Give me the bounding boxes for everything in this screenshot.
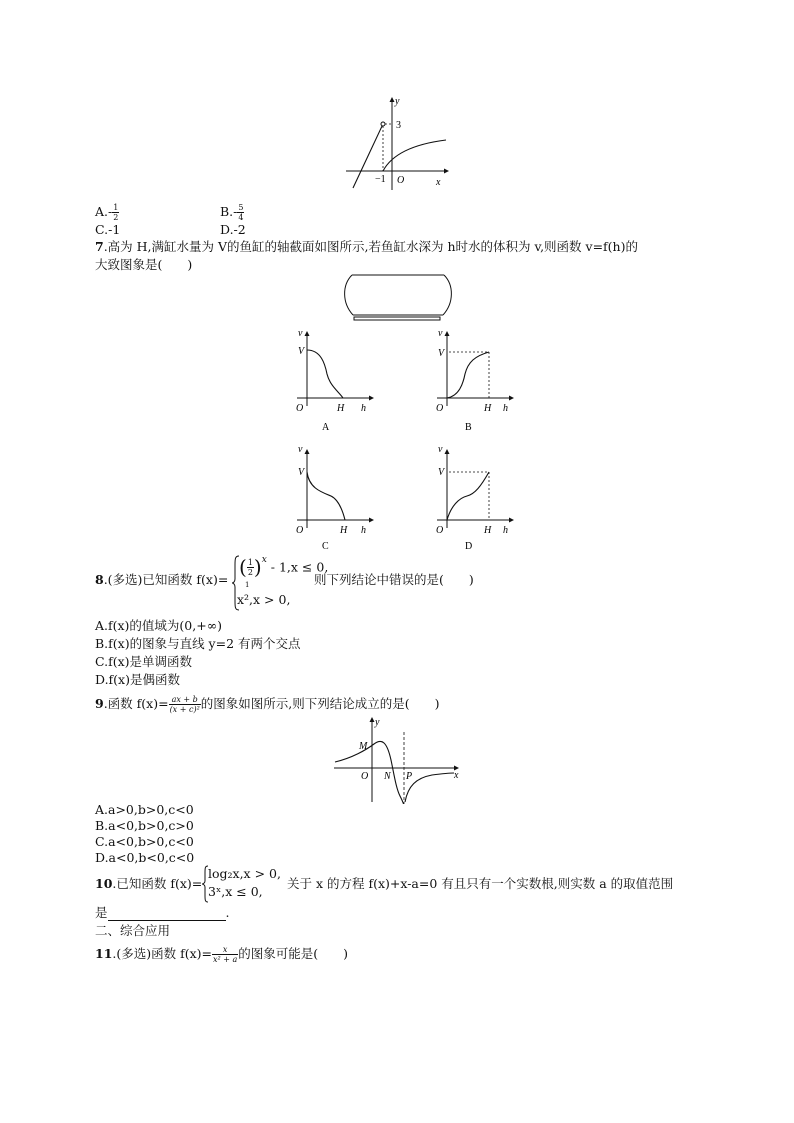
svg-text:V: V [438, 348, 445, 359]
q8-stem: 8.(多选)已知函数 f(x)= ( $\frac{1}{2}$ )$^x$ - 1,x ≤ 0, 1 x²,x > 0, 则下列结论中错误的是( ) [95, 555, 515, 613]
svg-text:v: v [438, 444, 443, 455]
svg-text:V: V [298, 346, 305, 357]
tick-3: 3 [396, 120, 401, 131]
x-label: x [436, 177, 441, 188]
q7-text-line1: 7.高为 H,满缸水量为 V的鱼缸的轴截面如图所示,若鱼缸水深为 h时水的体积为 v,则函数 v=f(h)的 [95, 239, 638, 254]
q10-suffix: 关于 x 的方程 f(x)+x-a=0 有且只有一个实数根,则实数 a 的取值范围 [287, 876, 674, 891]
graph-label-c: C [322, 541, 329, 552]
svg-text:O: O [436, 403, 444, 414]
y-label: y [395, 96, 400, 107]
open-endpoint [381, 122, 385, 126]
piecewise-case-2: x²,x > 0, [237, 592, 291, 607]
q8-option-b: B.f(x)的图象与直线 y=2 有两个交点 [95, 636, 301, 651]
q7-graph-c [285, 442, 375, 552]
svg-text:h: h [503, 525, 508, 536]
q8-option-d: D.f(x)是偶函数 [95, 672, 180, 687]
graph-label-a: A [322, 422, 330, 432]
piecewise-case-1: log₂x,x > 0, [208, 866, 281, 881]
q7-graph-a [285, 322, 375, 432]
x-axis-arrow [444, 169, 449, 174]
q8-option-c: C.f(x)是单调函数 [95, 654, 193, 669]
q9-option-c: C.a<0,b>0,c<0 [95, 834, 194, 849]
svg-text:H: H [340, 525, 348, 536]
svg-text:V: V [438, 467, 445, 478]
svg-text:v: v [298, 328, 303, 339]
question-number: 9 [95, 696, 104, 711]
svg-text:v: v [298, 444, 303, 455]
svg-text:P: P [406, 771, 413, 782]
q9-option-b: B.a<0,b>0,c>0 [95, 818, 194, 833]
svg-text:y: y [375, 717, 380, 728]
q9-function-graph [330, 712, 470, 804]
y-axis-arrow [390, 97, 395, 102]
tick-neg1: −1 [375, 174, 386, 185]
q6-option-c: C.-1 [95, 222, 121, 237]
q8-option-a: A.f(x)的值域为(0,+∞) [95, 618, 222, 633]
q9-option-a: A.a>0,b>0,c<0 [95, 802, 194, 817]
q6-option-a: A.- $\frac{1}{2}$ [95, 203, 119, 222]
svg-text:v: v [438, 328, 443, 339]
svg-text:O: O [361, 771, 369, 782]
svg-text:h: h [361, 403, 366, 414]
q9-option-d: D.a<0,b<0,c<0 [95, 850, 195, 865]
piecewise-small-one: 1 [245, 581, 250, 589]
piecewise-case-2: 3ˣ,x ≤ 0, [208, 884, 263, 899]
section-title: 二、综合应用 [95, 923, 171, 938]
q6-option-d: D.-2 [220, 222, 246, 237]
answer-blank[interactable] [108, 908, 226, 921]
svg-text:O: O [436, 525, 444, 536]
q10-line2: 是 . [95, 905, 230, 920]
q8-suffix: 则下列结论中错误的是( ) [314, 572, 474, 587]
q10-stem: 10.已知函数 f(x)= log₂x,x > 0, 3ˣ,x ≤ 0, 关于 x 的方程 f(x)+x-a=0 有且只有一个实数根,则实数 a 的取值范围 [95, 864, 715, 904]
svg-text:N: N [384, 771, 391, 782]
question-number: 8 [95, 572, 104, 587]
question-number: 10 [95, 876, 113, 891]
q7-graph-d [425, 442, 515, 552]
q6-function-graph [340, 92, 456, 192]
svg-text:O: O [296, 403, 304, 414]
q6-option-b: B.- $\frac{5}{4}$ [220, 203, 244, 222]
fish-tank-cross-section [340, 271, 456, 325]
q9-stem: 9.函数 f(x)= $\frac{ax + b}{\text{(x + c)²}}$ 的图象如图所示,则下列结论成立的是( ) [95, 695, 440, 714]
svg-text:O: O [296, 525, 304, 536]
graph-label-d: D [465, 541, 473, 552]
q7-graph-b [425, 322, 515, 432]
origin-label: O [397, 175, 405, 186]
q11-stem: 11.(多选)函数 f(x)= $\frac{x}{\text{x² + a}}$ 的图象可能是( ) [95, 945, 349, 964]
svg-text:H: H [484, 403, 492, 414]
question-number: 7 [95, 239, 104, 254]
graph-label-b: B [465, 422, 472, 432]
question-number: 11 [95, 946, 113, 961]
svg-text:V: V [298, 467, 305, 478]
q7-text-line2: 大致图象是( ) [95, 257, 193, 272]
svg-text:h: h [503, 403, 508, 414]
svg-text:H: H [484, 525, 492, 536]
svg-text:M: M [359, 741, 368, 752]
svg-text:H: H [337, 403, 345, 414]
svg-text:h: h [361, 525, 366, 536]
svg-text:x: x [454, 770, 459, 781]
piecewise-case-1: ( $\frac{1}{2}$ )$^x$ - 1,x ≤ 0, [239, 555, 329, 579]
